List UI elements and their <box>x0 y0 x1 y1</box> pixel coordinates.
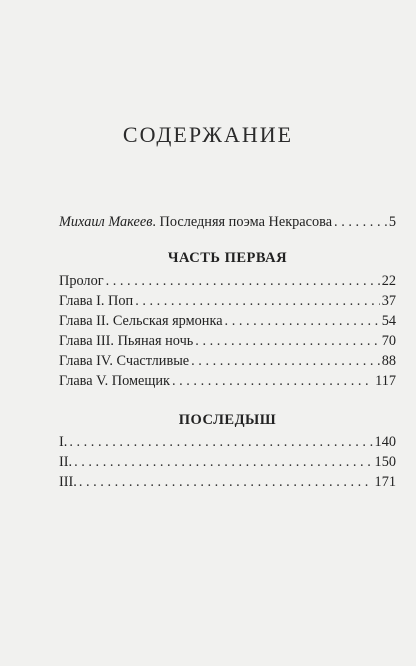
toc-page-number: 22 <box>381 273 396 289</box>
toc-row <box>59 472 396 492</box>
toc-row <box>59 212 396 232</box>
dot-leader <box>195 331 379 351</box>
section-heading-part-two: ПОСЛЕДЫШ <box>178 412 277 428</box>
toc-entry-label: Глава IV. Счастливые <box>59 353 190 369</box>
toc-page-number: 88 <box>381 353 396 369</box>
toc-entry-label: Пролог <box>59 273 104 289</box>
toc-entry-title: . Последняя поэма Некрасова <box>152 214 333 230</box>
toc-row <box>59 351 396 371</box>
toc-page-number: 117 <box>375 373 396 389</box>
toc-page-number: 37 <box>381 293 396 309</box>
toc-entry-author: Михаил Макеев <box>59 214 153 230</box>
toc-page-number: 171 <box>374 474 396 490</box>
toc-entry-label: Глава I. Поп <box>59 293 134 309</box>
dot-leader <box>106 271 380 291</box>
section-heading-part-one: ЧАСТЬ ПЕРВАЯ <box>167 250 288 266</box>
toc-row <box>59 271 396 291</box>
toc-entry-label: III. <box>59 474 77 490</box>
toc-page-number: 70 <box>381 333 396 349</box>
toc-page-number: 5 <box>388 214 396 230</box>
toc-part-one <box>59 271 396 391</box>
toc-row <box>59 331 396 351</box>
toc-row <box>59 371 396 391</box>
toc-entry-label: II. <box>59 454 73 470</box>
toc-entry-label: Глава III. Пьяная ночь <box>59 333 194 349</box>
dot-leader <box>79 472 373 492</box>
toc-row <box>59 291 396 311</box>
dot-leader <box>191 351 380 371</box>
toc-row <box>59 311 396 331</box>
toc-page-number: 140 <box>374 434 396 450</box>
toc-entry-label: I. <box>59 434 68 450</box>
toc-row <box>59 452 396 472</box>
dot-leader <box>334 212 387 232</box>
dot-leader <box>225 311 380 331</box>
toc-row <box>59 432 396 452</box>
toc-intro-entry <box>59 212 396 232</box>
dot-leader <box>172 371 373 391</box>
toc-page-number: 54 <box>381 313 396 329</box>
page-title: СОДЕРЖАНИЕ <box>122 122 294 147</box>
toc-entry-label <box>59 212 332 232</box>
toc-part-two <box>59 432 396 492</box>
dot-leader <box>135 291 380 311</box>
dot-leader <box>74 452 372 472</box>
dot-leader <box>69 432 372 452</box>
toc-entry-label: Глава V. Помещик <box>59 373 170 389</box>
toc-entry-label: Глава II. Сельская ярмонка <box>59 313 223 329</box>
toc-page-number: 150 <box>374 454 396 470</box>
